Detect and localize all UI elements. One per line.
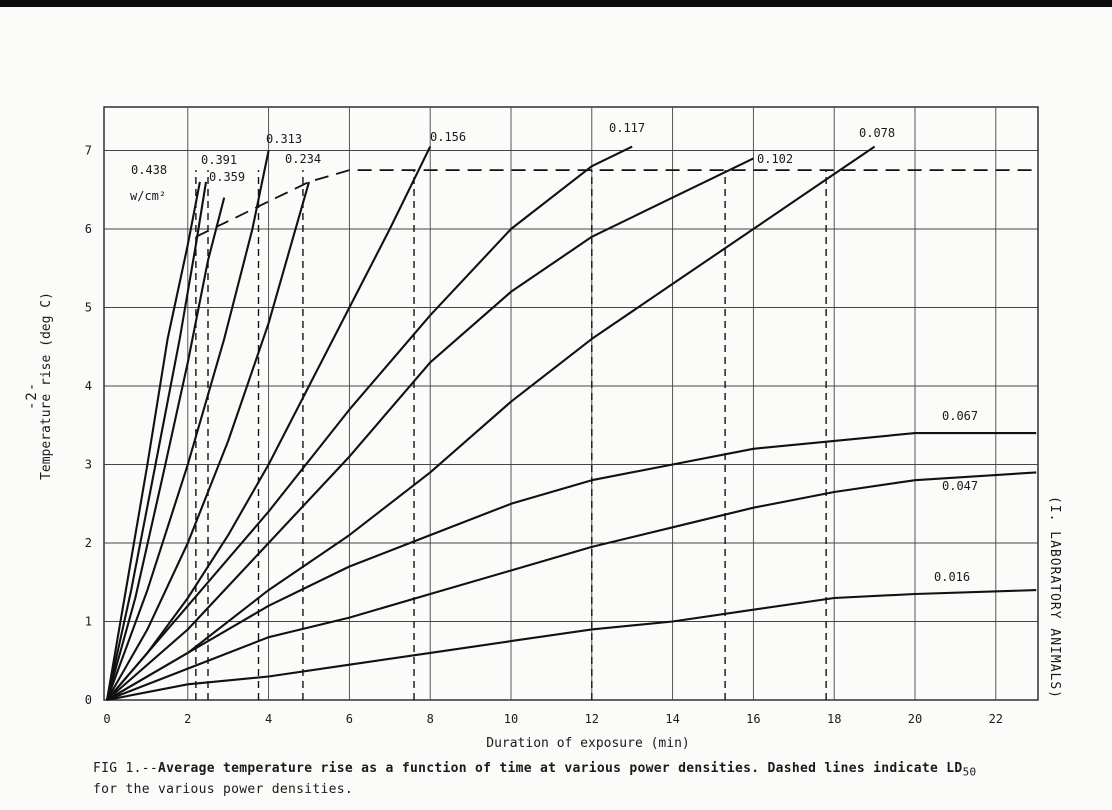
x-tick-label: 16 [746,712,761,726]
x-tick-label: 12 [584,712,600,726]
series-label-0.078: 0.078 [859,126,896,140]
y-tick-label: 0 [84,693,92,707]
series-label-0.391: 0.391 [201,153,238,167]
caption-prefix: FIG 1.-- [93,761,159,776]
y-tick-label: 4 [84,379,92,393]
series-label-0.047: 0.047 [942,479,979,493]
series-label-0.117: 0.117 [609,121,646,135]
series-label-0.313: 0.313 [266,132,303,146]
unit-label: w/cm² [130,189,167,203]
x-axis-title: Duration of exposure (min) [486,736,690,751]
ld50-layer [196,170,1036,700]
series-line-0.078 [107,147,875,700]
x-tick-label: 2 [184,712,192,726]
caption-subscript: 50 [962,765,977,779]
x-tick-label: 20 [907,712,923,726]
series-label-0.359: 0.359 [209,170,246,184]
x-tick-label: 4 [264,712,273,726]
x-tick-label: 18 [826,712,842,726]
series-label-0.102: 0.102 [757,152,794,166]
figure-caption [93,760,1053,798]
curve-layer [107,147,1036,700]
x-tick-label: 0 [103,712,111,726]
x-tick-label: 22 [988,712,1004,726]
y-tick-label: 5 [84,300,92,315]
series-label-0.016: 0.016 [934,570,971,584]
x-tick-label: 8 [426,712,434,726]
x-tick-label: 6 [345,712,354,726]
side-label: (I. LABORATORY ANIMALS) [1047,496,1062,700]
series-line-0.117 [107,147,632,700]
series-line-0.438 [107,182,200,700]
y-tick-label: 6 [84,222,92,236]
series-line-0.047 [107,472,1036,700]
series-label-0.067: 0.067 [942,409,979,423]
caption-text: Average temperature rise as a function of time at various power densities. Dashed lines indicate LD [158,761,963,776]
y-tick-label: 2 [84,536,92,550]
y-axis-title: Temperature rise (deg C) [39,292,54,480]
tick-layer [85,144,1003,727]
page-number: -2- [24,381,40,410]
y-tick-label: 7 [84,143,92,158]
series-line-0.391 [107,182,206,700]
y-tick-label: 1 [84,614,92,629]
x-tick-label: 14 [665,712,680,726]
caption-continuation: for the various power densities. [93,781,354,797]
ld50-threshold-line [196,170,1036,237]
series-label-0.438: 0.438 [131,163,168,177]
x-tick-label: 10 [503,712,519,726]
y-tick-label: 3 [84,457,92,472]
series-label-0.156: 0.156 [430,130,467,144]
plot-frame [104,107,1038,700]
series-label-0.234: 0.234 [285,152,322,166]
grid-layer [104,107,1038,700]
